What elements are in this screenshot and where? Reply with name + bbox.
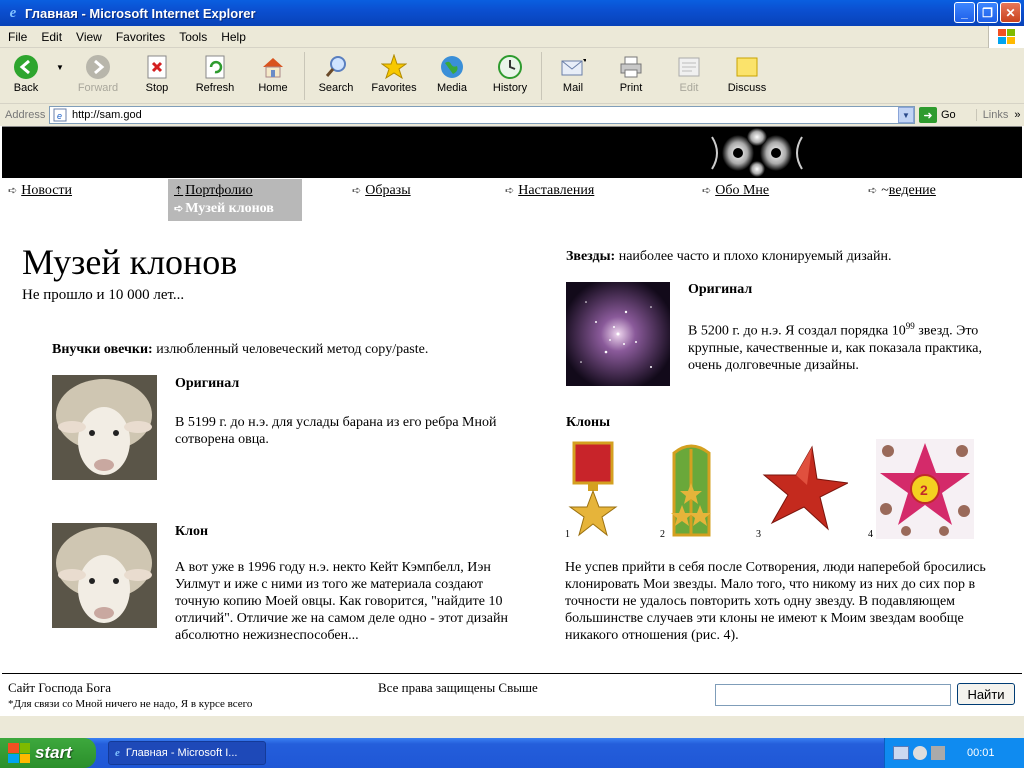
taskbar-ie-button[interactable]	[108, 741, 266, 765]
site-nav	[2, 179, 1022, 223]
windows-flag-icon	[988, 26, 1024, 48]
clone-caption-2: 2	[660, 529, 665, 540]
page-footer	[2, 673, 1022, 716]
stars-original-label: Оригинал	[688, 282, 753, 297]
page-title: Музей клонов	[22, 242, 238, 282]
mail-button[interactable]	[544, 48, 602, 102]
menu-edit[interactable]: Edit	[41, 29, 63, 44]
nav-about[interactable]	[702, 183, 769, 199]
menu-view[interactable]: View	[76, 29, 102, 44]
fractal-logo	[702, 127, 812, 178]
taskbar	[0, 738, 1024, 768]
sheep-heading-text: излюбленный человеческий метод copy/paste.	[156, 342, 429, 357]
web-page	[2, 126, 1022, 716]
discuss-label: Discuss	[727, 82, 767, 94]
address-dropdown-icon[interactable]: ▼	[898, 107, 914, 123]
clone-sheep-image	[52, 523, 157, 628]
nav-tilde: ~	[881, 183, 889, 198]
sheep-heading	[52, 341, 522, 358]
nav-news[interactable]	[8, 183, 72, 199]
stars-heading	[566, 248, 1006, 265]
print-label: Print	[619, 82, 643, 94]
media-label: Media	[437, 82, 467, 94]
dropdown-arrow-icon: ▼	[56, 62, 64, 72]
stop-button[interactable]	[128, 48, 186, 102]
refresh-label: Refresh	[195, 82, 235, 94]
clone-caption-1: 1	[565, 529, 570, 540]
star-cluster-image	[566, 282, 670, 386]
go-button[interactable]	[919, 107, 956, 123]
title-bar[interactable]	[0, 0, 1024, 26]
stars-heading-bold: Звезды:	[566, 249, 616, 264]
exponent: 99	[905, 321, 915, 331]
address-input[interactable]	[49, 106, 915, 124]
address-label: Address	[5, 109, 46, 121]
footer-rights: Все права защищены Свыше	[378, 680, 538, 695]
cd-cover-image	[876, 439, 974, 539]
menu-tools[interactable]: Tools	[179, 29, 208, 44]
search-button[interactable]	[307, 48, 365, 102]
windows-flag-icon	[8, 743, 30, 763]
back-label: Back	[13, 82, 39, 94]
clone-caption-3: 3	[756, 529, 761, 540]
favorites-button[interactable]	[365, 48, 423, 102]
forward-button[interactable]	[68, 48, 128, 102]
tray-app-icon[interactable]	[931, 746, 945, 760]
links-chevron-icon[interactable]: »	[1014, 109, 1021, 121]
arrow-icon: ➪	[868, 185, 878, 197]
ie-logo-icon: e	[115, 747, 120, 759]
sheep-clone-text: А вот уже в 1996 году н.э. некто Кейт Кэмпбелл, Иэн Уилмут и иже с ними из того же материала создают точную копию Моей овцы. Как говорится, "найдите 10 отличий". Отличие же на самом деле одно - этот дизайн абсолютно нежизнеспособен...	[175, 560, 508, 643]
nav-guidance-link[interactable]: Наставления	[518, 183, 595, 198]
nav-news-link[interactable]: Новости	[21, 183, 73, 198]
sheep-clone-label: Клон	[175, 524, 209, 539]
favorites-label: Favorites	[371, 82, 417, 94]
back-dropdown-button[interactable]	[52, 48, 68, 102]
back-arrow-icon	[13, 54, 39, 80]
edit-button[interactable]	[660, 48, 718, 102]
close-button[interactable]: ✕	[1000, 2, 1021, 23]
clones-label: Клоны	[566, 415, 611, 430]
go-arrow-icon: ➜	[919, 107, 937, 123]
stars-original-text: В 5200 г. до н.э. Я создал порядка $10^{99}$ звезд. Это крупные, качественные и, как показала практика, очень долговечные дизайны.	[688, 321, 982, 373]
volume-icon[interactable]	[913, 746, 927, 760]
red-star-image	[762, 445, 848, 533]
home-button[interactable]	[244, 48, 302, 102]
sheep-original-label: Оригинал	[175, 376, 240, 391]
site-banner	[2, 127, 1022, 178]
address-bar	[0, 104, 1024, 126]
svg-text:2: 2	[920, 482, 928, 498]
mail-label: Mail	[562, 82, 584, 94]
nav-images-link[interactable]: Образы	[365, 183, 411, 198]
maximize-button[interactable]: ❐	[977, 2, 998, 23]
home-icon	[260, 54, 286, 80]
arrow-icon: ➪	[174, 203, 184, 215]
start-button[interactable]	[0, 738, 96, 768]
find-button[interactable]: Найти	[957, 683, 1015, 705]
search-label: Search	[318, 82, 354, 94]
arrow-icon: ➪	[702, 185, 712, 197]
stop-label: Stop	[145, 82, 169, 94]
site-search-input[interactable]	[715, 684, 951, 706]
forward-arrow-icon	[85, 54, 111, 80]
refresh-button[interactable]	[186, 48, 244, 102]
edit-page-icon	[676, 54, 702, 80]
discuss-icon	[734, 54, 760, 80]
arrow-icon: ➪	[8, 185, 18, 197]
original-sheep-image	[52, 375, 157, 480]
nav-images[interactable]	[352, 183, 411, 199]
sheep-original-text: В 5199 г. до н.э. для услады барана из его ребра Мной сотворена овца.	[175, 415, 497, 447]
home-label: Home	[258, 82, 288, 94]
menu-bar	[0, 26, 1024, 48]
nav-about-link[interactable]: Обо Мне	[715, 183, 770, 198]
menu-file[interactable]: File	[8, 29, 28, 44]
arrow-icon: ➪	[505, 185, 515, 197]
clones-text: Не успев прийти в себя после Сотворения, люди наперебой бросились клонировать Мои звезды. Мало того, что никому из них до сих пор в точности не удалось повторить хоть одну звезду. В подавляющем большинстве случаев эти клоны не имеют к Моим звездам вообще никакого отношения (рис. 4).	[565, 560, 986, 643]
printer-icon	[618, 54, 644, 80]
go-label: Go	[941, 109, 956, 121]
stars-heading-text: наиболее часто и плохо клонируемый дизайн.	[618, 249, 892, 264]
arrow-icon: ➪	[352, 185, 362, 197]
svg-text:e: e	[57, 111, 63, 121]
start-label: start	[35, 743, 72, 762]
stop-icon	[144, 54, 170, 80]
menu-favorites[interactable]: Favorites	[115, 29, 166, 44]
refresh-icon	[202, 54, 228, 80]
globe-icon	[439, 54, 465, 80]
history-button[interactable]	[481, 48, 539, 102]
nav-intro[interactable]	[868, 183, 936, 199]
history-label: History	[492, 82, 528, 94]
toolbar-separator	[541, 52, 542, 100]
window-title: Главная - Microsoft Internet Explorer	[25, 5, 256, 21]
media-button[interactable]	[423, 48, 481, 102]
forward-label: Forward	[77, 82, 119, 94]
network-icon[interactable]	[893, 746, 909, 760]
system-tray	[884, 738, 1024, 768]
toolbar-separator	[304, 52, 305, 100]
clone-caption-4: 4	[868, 529, 873, 540]
links-button[interactable]: Links	[976, 109, 1009, 121]
print-button[interactable]	[602, 48, 660, 102]
footer-note: *Для связи со Мной ничего не надо, Я в курсе всего	[8, 698, 253, 710]
nav-guidance[interactable]	[505, 183, 594, 199]
status-bar	[0, 716, 1024, 738]
address-url: http://sam.god	[72, 109, 142, 121]
page-subtitle: Не прошло и 10 000 лет...	[22, 287, 185, 303]
edit-label: Edit	[679, 82, 699, 94]
nav-portfolio-selected[interactable]	[168, 179, 302, 221]
nav-clone-museum[interactable]: ➪ Музей клонов	[174, 201, 274, 216]
back-button[interactable]	[0, 48, 52, 102]
history-icon	[497, 54, 523, 80]
ie-logo-icon: e	[9, 4, 17, 21]
menu-help[interactable]: Help	[221, 29, 246, 44]
discuss-button[interactable]	[718, 48, 776, 102]
nav-portfolio-link[interactable]: ⇡ Портфолио	[174, 183, 253, 198]
toolbar	[0, 48, 1024, 104]
sheep-heading-bold: Внучки овечки:	[52, 342, 153, 357]
hero-medal-image	[568, 439, 618, 539]
footer-site-name: Сайт Господа Бога	[8, 680, 112, 695]
clock[interactable]: 00:01	[967, 747, 995, 759]
mail-icon	[560, 54, 586, 80]
star-icon	[381, 54, 407, 80]
taskbar-ie-label: Главная - Microsoft I...	[125, 747, 238, 759]
nav-intro-link[interactable]: ведение	[888, 183, 936, 198]
shoulder-strap-image	[669, 443, 714, 539]
up-arrow-icon: ⇡	[174, 185, 184, 197]
minimize-button[interactable]: _	[954, 2, 975, 23]
search-icon	[323, 54, 349, 80]
page-icon	[52, 108, 68, 122]
